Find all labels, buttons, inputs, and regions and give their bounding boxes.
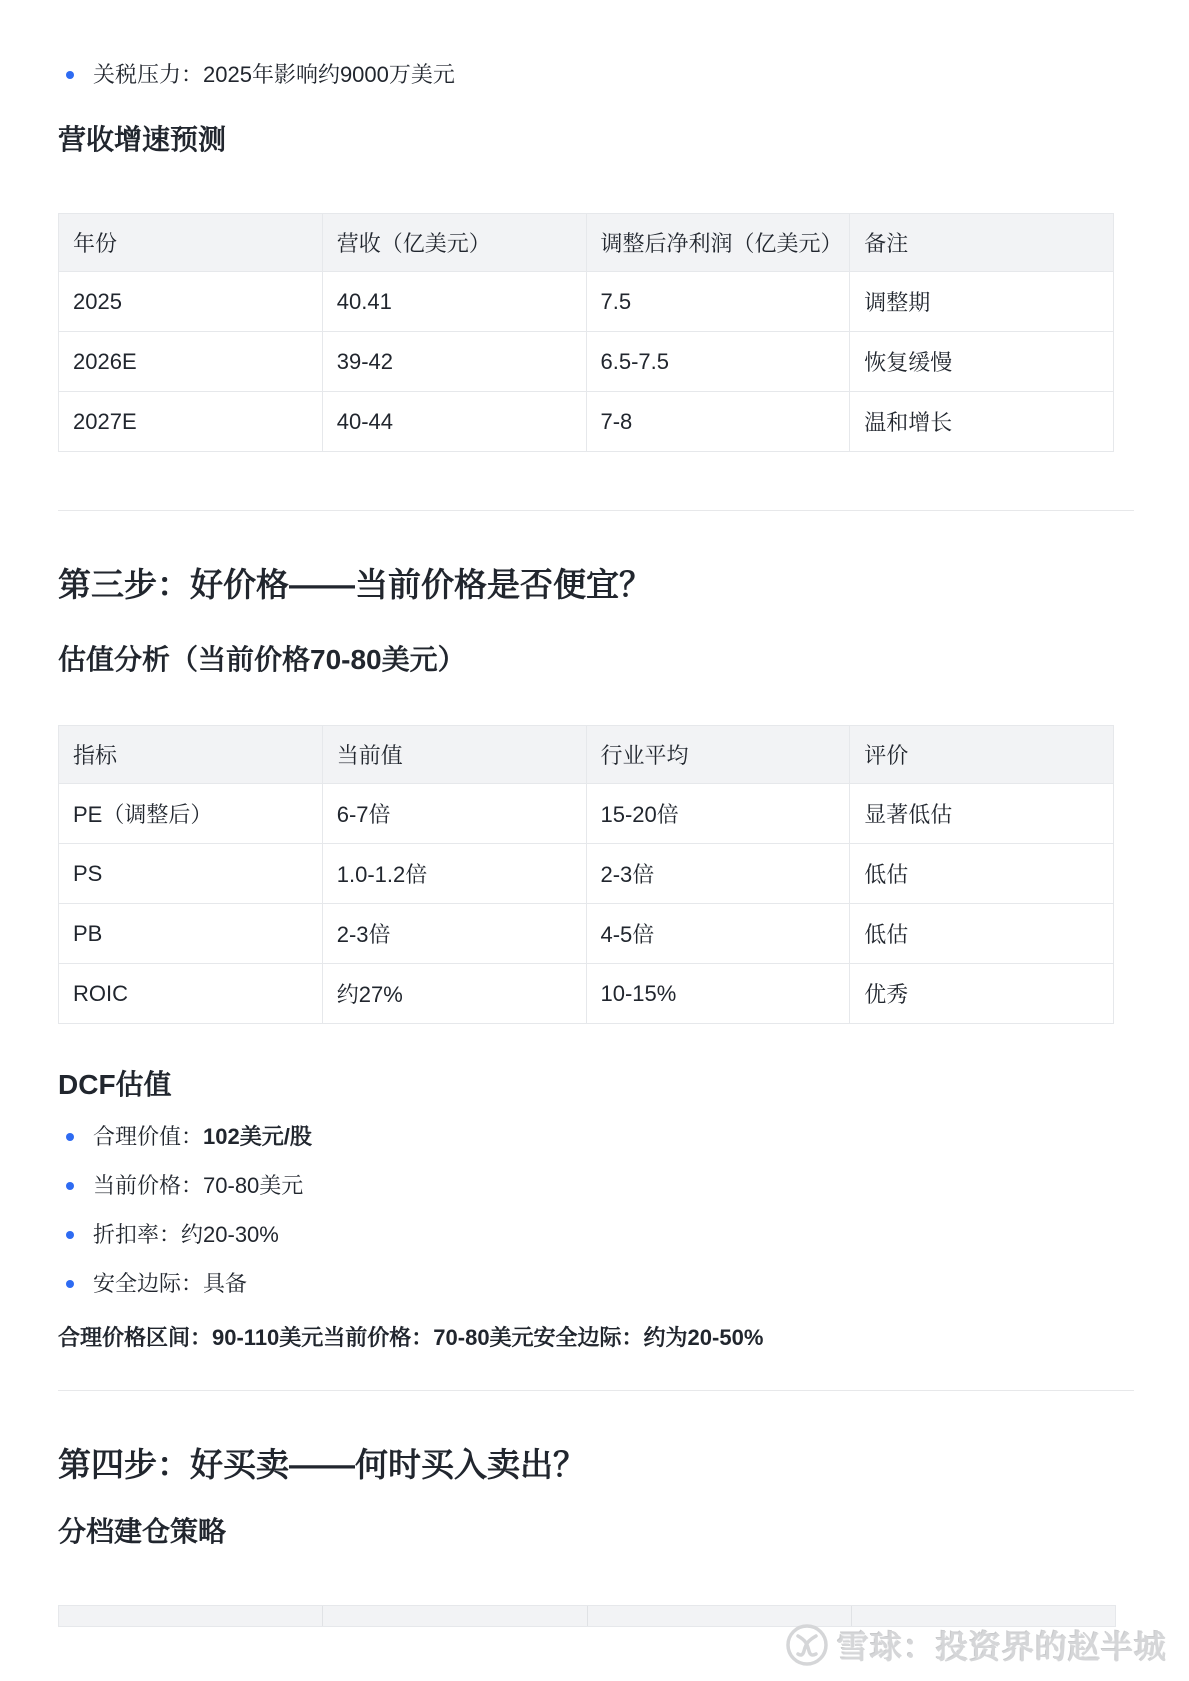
dcf-bullet-label: 合理价值：	[93, 1124, 204, 1149]
table-cell: 7.5	[586, 272, 850, 332]
table-cell: PE（调整后）	[59, 784, 323, 844]
dcf-bullet-value: 具备	[203, 1271, 248, 1296]
table-header-cell: 指标	[59, 726, 323, 784]
bullet-dot	[66, 1182, 74, 1190]
table-cell: PS	[59, 844, 323, 904]
table-cell: 温和增长	[850, 392, 1114, 452]
xueqiu-watermark	[785, 1621, 1167, 1669]
table-cell: 7-8	[586, 392, 850, 452]
strategy-subheading: 分档建仓策略	[58, 1516, 227, 1547]
table-row	[59, 784, 1114, 844]
table-row	[59, 332, 1114, 392]
table-cell: 2025	[59, 272, 323, 332]
table-header-row	[59, 214, 1114, 272]
table-cell: ROIC	[59, 964, 323, 1024]
table-cell: 2026E	[59, 332, 323, 392]
dcf-bullet-list	[58, 1122, 312, 1299]
valuation-heading: 估值分析（当前价格70-80美元）	[58, 644, 466, 675]
table-cell: 1.0-1.2倍	[322, 844, 586, 904]
dcf-bullet	[58, 1171, 312, 1201]
table-header-cell: 备注	[850, 214, 1114, 272]
table-cell: 10-15%	[586, 964, 850, 1024]
table-row	[59, 844, 1114, 904]
table-cell: 40.41	[322, 272, 586, 332]
dcf-bullet-value: 约20-30%	[181, 1222, 279, 1247]
dcf-bullet	[58, 1220, 312, 1250]
table-cell: 显著低估	[850, 784, 1114, 844]
table-cell: 低估	[850, 844, 1114, 904]
table-cell: 2-3倍	[322, 904, 586, 964]
table-cell: 6.5-7.5	[586, 332, 850, 392]
table-cell: 40-44	[322, 392, 586, 452]
table-cell: 恢复缓慢	[850, 332, 1114, 392]
table-cell: 39-42	[322, 332, 586, 392]
dcf-bullet-label: 当前价格：	[93, 1173, 204, 1198]
watermark-text: 雪球：投资界的赵半城	[836, 1629, 1167, 1665]
intro-bullet-text: 关税压力：2025年影响约9000万美元	[93, 62, 455, 87]
bullet-dot	[66, 1133, 74, 1141]
table-cell: 2027E	[59, 392, 323, 452]
dcf-bullet	[58, 1122, 312, 1152]
table-cell: 优秀	[850, 964, 1114, 1024]
bullet-dot	[66, 71, 74, 79]
table-row	[59, 904, 1114, 964]
dcf-bullet-label: 折扣率：	[93, 1222, 182, 1247]
table-row	[59, 272, 1114, 332]
bullet-dot	[66, 1231, 74, 1239]
intro-bullet	[58, 60, 455, 90]
price-summary-line: 合理价格区间：90-110美元当前价格：70-80美元安全边际：约为20-50%	[58, 1325, 764, 1350]
clipped-table-header-cell	[323, 1606, 587, 1626]
step4-heading: 第四步：好买卖——何时买入卖出？	[58, 1446, 586, 1483]
table-header-cell: 评价	[850, 726, 1114, 784]
table-cell: 4-5倍	[586, 904, 850, 964]
dcf-bullet-value: 70-80美元	[203, 1173, 304, 1198]
table-cell: 约27%	[322, 964, 586, 1024]
table-header-cell: 年份	[59, 214, 323, 272]
revenue-table	[58, 213, 1114, 452]
dcf-heading: DCF估值	[58, 1069, 172, 1100]
table-cell: 6-7倍	[322, 784, 586, 844]
bullet-dot	[66, 1280, 74, 1288]
table-cell: 2-3倍	[586, 844, 850, 904]
xueqiu-logo-icon	[785, 1623, 829, 1667]
section-divider	[58, 1390, 1134, 1391]
table-cell: 15-20倍	[586, 784, 850, 844]
section-divider	[58, 510, 1134, 511]
table-header-cell: 行业平均	[586, 726, 850, 784]
dcf-bullet-label: 安全边际：	[93, 1271, 204, 1296]
clipped-table-header-cell	[59, 1606, 323, 1626]
table-header-cell: 调整后净利润（亿美元）	[586, 214, 850, 272]
table-header-row	[59, 726, 1114, 784]
table-cell: 低估	[850, 904, 1114, 964]
table-row	[59, 964, 1114, 1024]
table-header-cell: 当前值	[322, 726, 586, 784]
table-cell: PB	[59, 904, 323, 964]
dcf-bullet	[58, 1269, 312, 1299]
table-header-cell: 营收（亿美元）	[322, 214, 586, 272]
revenue-forecast-heading: 营收增速预测	[58, 124, 227, 155]
table-cell: 调整期	[850, 272, 1114, 332]
step3-heading: 第三步：好价格——当前价格是否便宜？	[58, 566, 652, 603]
valuation-table	[58, 725, 1114, 1024]
table-row	[59, 392, 1114, 452]
dcf-bullet-value: 102美元/股	[203, 1124, 312, 1149]
